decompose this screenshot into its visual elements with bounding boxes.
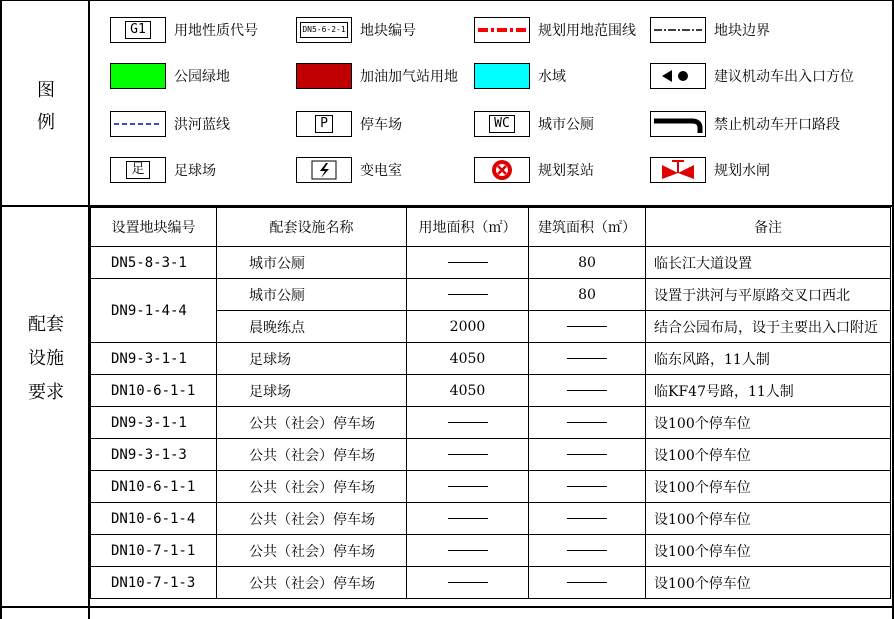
cell-land-area [407, 279, 529, 311]
facilities-title-line3: 要求 [28, 382, 64, 403]
cell-facility: 公共（社会）停车场 [217, 535, 407, 567]
legend-public-toilet [474, 110, 594, 138]
cell-facility: 城市公厕 [217, 279, 407, 311]
cell-facility: 足球场 [217, 375, 407, 407]
table-row [91, 279, 891, 311]
facilities-table [90, 207, 891, 599]
legend-sluice [650, 156, 770, 184]
empty-dash [567, 390, 607, 391]
legend-park-green [110, 62, 230, 90]
cell-building-area [529, 343, 646, 375]
empty-dash [567, 358, 607, 359]
table-row [91, 247, 891, 279]
cell-building-area [529, 471, 646, 503]
parking-icon: P [315, 115, 333, 133]
empty-dash [567, 422, 607, 423]
legend-title-line2: 例 [37, 112, 55, 133]
empty-dash [448, 486, 488, 487]
header-note: 备注 [646, 208, 891, 247]
legend-plot-boundary [650, 16, 770, 44]
pump-symbol [474, 157, 530, 183]
legend-label: 用地性质代号 [174, 23, 258, 39]
empty-dash [567, 582, 607, 583]
cell-land-area: 4050 [407, 375, 529, 407]
empty-dash [448, 518, 488, 519]
cell-plot: DN9-3-1-1 [91, 343, 217, 375]
table-row [91, 375, 891, 407]
cell-note: 结合公园布局，设于主要出入口附近 [646, 311, 891, 343]
empty-dash [448, 454, 488, 455]
cell-note: 设100个停车位 [646, 535, 891, 567]
cell-building-area: 80 [529, 279, 646, 311]
cell-plot: DN9-3-1-3 [91, 439, 217, 471]
facilities-title [4, 308, 88, 410]
empty-dash [448, 262, 488, 263]
football-icon: 足 [126, 161, 149, 179]
cell-note: 设100个停车位 [646, 439, 891, 471]
cell-note: 设100个停车位 [646, 567, 891, 599]
legend-substation [296, 156, 402, 184]
land-use-code-symbol [110, 17, 166, 43]
cell-facility: 公共（社会）停车场 [217, 503, 407, 535]
table-header-row [91, 208, 891, 247]
legend-gas-station [296, 62, 458, 90]
cell-building-area [529, 439, 646, 471]
facilities-title-line2: 设施 [28, 348, 64, 369]
cell-note: 设100个停车位 [646, 503, 891, 535]
table-row [91, 535, 891, 567]
legend-plot-number [296, 16, 416, 44]
cell-plot: DN10-7-1-3 [91, 567, 217, 599]
cell-facility: 晨晚练点 [217, 311, 407, 343]
legend-label: 禁止机动车开口路段 [714, 117, 840, 133]
legend-label: 城市公厕 [538, 117, 594, 133]
empty-dash [567, 518, 607, 519]
bottom-divider [0, 606, 894, 608]
legend-label: 洪河蓝线 [174, 117, 230, 133]
empty-dash [567, 550, 607, 551]
table-row [91, 343, 891, 375]
plot-number-text: DN5-6-2-1 [300, 22, 347, 38]
cell-land-area [407, 535, 529, 567]
header-building-area: 建筑面积（㎡） [529, 208, 646, 247]
table-row [91, 503, 891, 535]
table-row [91, 471, 891, 503]
sluice-symbol [650, 157, 706, 183]
legend-label: 建议机动车出入口方位 [714, 69, 854, 85]
cell-building-area: 80 [529, 247, 646, 279]
cell-note: 设100个停车位 [646, 471, 891, 503]
facilities-title-line1: 配套 [28, 314, 64, 335]
cell-plot: DN10-6-1-4 [91, 503, 217, 535]
cell-note: 临KF47号路，11人制 [646, 375, 891, 407]
table-row [91, 567, 891, 599]
legend-label: 加油加气站用地 [360, 69, 458, 85]
cell-note: 设100个停车位 [646, 407, 891, 439]
park-green-swatch [110, 63, 166, 89]
cell-facility: 公共（社会）停车场 [217, 407, 407, 439]
cell-facility: 公共（社会）停车场 [217, 439, 407, 471]
wc-icon: WC [489, 115, 515, 133]
cell-note: 设置于洪河与平原路交叉口西北 [646, 279, 891, 311]
header-plot: 设置地块编号 [91, 208, 217, 247]
header-land-area: 用地面积（㎡） [407, 208, 529, 247]
cell-note: 临东风路，11人制 [646, 343, 891, 375]
table-row [91, 407, 891, 439]
water-swatch [474, 63, 530, 89]
plot-number-symbol [296, 17, 352, 43]
legend-land-use-code [110, 16, 258, 44]
cell-facility: 足球场 [217, 343, 407, 375]
legend-football-field [110, 156, 216, 184]
cell-building-area [529, 535, 646, 567]
header-facility: 配套设施名称 [217, 208, 407, 247]
cell-plot: DN9-1-4-4 [91, 279, 217, 343]
cell-land-area [407, 439, 529, 471]
cell-facility: 公共（社会）停车场 [217, 567, 407, 599]
planning-boundary-symbol [474, 17, 530, 43]
table-row [91, 439, 891, 471]
cell-building-area [529, 567, 646, 599]
cell-building-area [529, 503, 646, 535]
legend-label: 规划水闸 [714, 163, 770, 179]
pump-station-icon [490, 159, 514, 181]
plot-boundary-symbol [650, 17, 706, 43]
gas-station-swatch [296, 63, 352, 89]
football-symbol [110, 157, 166, 183]
empty-dash [448, 550, 488, 551]
cell-land-area: 2000 [407, 311, 529, 343]
empty-dash [567, 326, 607, 327]
dash-dot-line-icon [652, 25, 704, 35]
legend-river-blue-line [110, 110, 230, 138]
legend-label: 规划用地范围线 [538, 23, 636, 39]
cell-plot: DN10-6-1-1 [91, 471, 217, 503]
legend-label: 地块边界 [714, 23, 770, 39]
legend-water [474, 62, 566, 90]
lightning-icon [311, 160, 337, 180]
legend-label: 足球场 [174, 163, 216, 179]
cell-building-area [529, 375, 646, 407]
cell-land-area [407, 247, 529, 279]
empty-dash [448, 294, 488, 295]
cell-plot: DN10-6-1-1 [91, 375, 217, 407]
cell-note: 临长江大道设置 [646, 247, 891, 279]
legend-pump-station [474, 156, 594, 184]
legend-parking [296, 110, 402, 138]
cell-building-area [529, 407, 646, 439]
empty-dash [448, 582, 488, 583]
cell-plot: DN10-7-1-1 [91, 535, 217, 567]
land-use-code-text: G1 [125, 21, 151, 39]
legend-title [4, 75, 88, 139]
legend-label: 地块编号 [360, 23, 416, 39]
legend-label: 水域 [538, 69, 566, 85]
table-body [91, 247, 891, 599]
cell-plot: DN5-8-3-1 [91, 247, 217, 279]
parking-symbol [296, 111, 352, 137]
red-dash-line-icon [476, 25, 528, 35]
legend-planning-boundary [474, 16, 636, 44]
cell-land-area [407, 407, 529, 439]
empty-dash [567, 486, 607, 487]
cell-land-area [407, 471, 529, 503]
blue-line-symbol [110, 111, 166, 137]
sluice-gate-icon [658, 159, 698, 181]
empty-dash [448, 422, 488, 423]
blue-dashed-line-icon [112, 119, 164, 129]
empty-dash [567, 454, 607, 455]
legend-no-vehicle-opening [650, 110, 840, 138]
legend-label: 停车场 [360, 117, 402, 133]
toilet-symbol [474, 111, 530, 137]
cell-land-area [407, 567, 529, 599]
legend-vehicle-entrance [650, 62, 854, 90]
legend-label: 公园绿地 [174, 69, 230, 85]
cell-facility: 公共（社会）停车场 [217, 471, 407, 503]
no-opening-icon [652, 114, 704, 134]
substation-symbol [296, 157, 352, 183]
entrance-arrow-icon [658, 68, 698, 84]
legend-label: 规划泵站 [538, 163, 594, 179]
cell-land-area [407, 503, 529, 535]
cell-facility: 城市公厕 [217, 247, 407, 279]
legend-label: 变电室 [360, 163, 402, 179]
cell-land-area: 4050 [407, 343, 529, 375]
cell-building-area [529, 311, 646, 343]
legend-title-line1: 图 [37, 80, 55, 101]
no-opening-symbol [650, 111, 706, 137]
vehicle-entrance-symbol [650, 63, 706, 89]
cell-plot: DN9-3-1-1 [91, 407, 217, 439]
